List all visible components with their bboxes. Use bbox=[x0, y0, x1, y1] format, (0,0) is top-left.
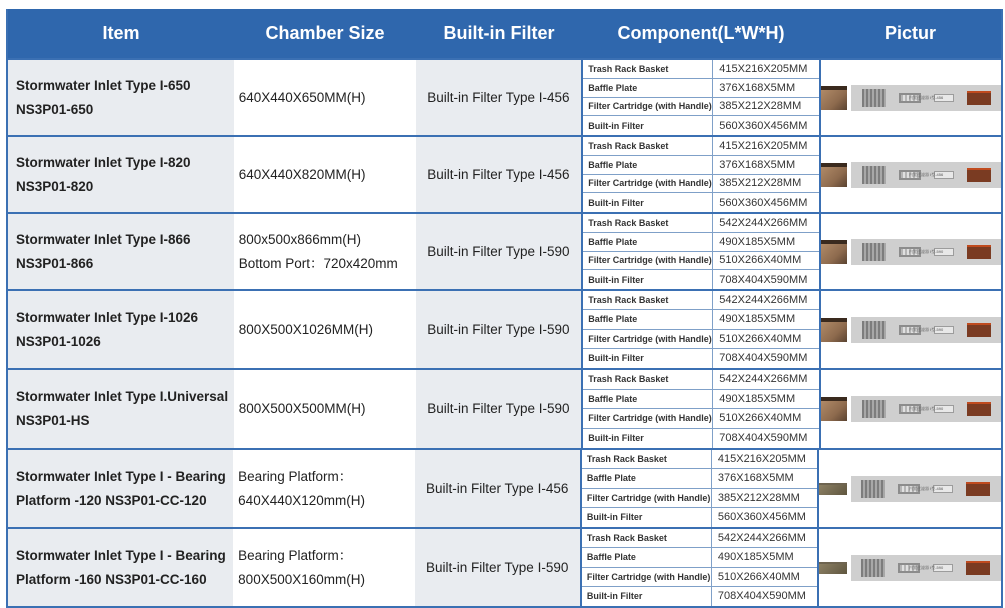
component-name: Built-in Filter bbox=[583, 116, 713, 135]
picture-cell bbox=[819, 214, 1001, 289]
component-cell bbox=[581, 214, 819, 289]
component-cell bbox=[580, 529, 817, 606]
built-in-filter-cell: Built-in Filter Type I-590 bbox=[415, 529, 580, 606]
filter-cartridge-icon bbox=[967, 402, 991, 416]
filter-cartridge-icon bbox=[967, 323, 991, 337]
component-dimensions: 560X360X456MM bbox=[719, 196, 808, 209]
item-code: Platform -120 NS3P01-CC-120 bbox=[16, 492, 207, 508]
chamber-size-line2: Bottom Port：720x420mm bbox=[238, 255, 398, 271]
component-name: Baffle Plate bbox=[583, 79, 713, 97]
component-dimensions: 560X360X456MM bbox=[719, 119, 808, 132]
component-line bbox=[583, 193, 819, 212]
picture-cell bbox=[819, 60, 1001, 135]
component-name: Trash Rack Basket bbox=[583, 214, 713, 232]
filter-cartridge-icon bbox=[966, 561, 990, 575]
filter-housing-icon bbox=[862, 89, 886, 107]
component-cell bbox=[581, 291, 819, 368]
picture-cell bbox=[819, 137, 1001, 212]
filter-cartridge-icon bbox=[966, 482, 990, 496]
components-photo-strip bbox=[851, 239, 1001, 265]
item-name: Stormwater Inlet Type I-820 bbox=[16, 154, 191, 170]
components-photo-strip bbox=[851, 317, 1001, 343]
item-name: Stormwater Inlet Type I - Bearing bbox=[16, 547, 226, 563]
filter-cartridge-icon bbox=[967, 245, 991, 259]
filter-housing-icon bbox=[862, 243, 886, 261]
components-photo-strip bbox=[851, 555, 1001, 581]
component-name: Built-in Filter bbox=[583, 270, 713, 289]
filter-housing-icon bbox=[861, 480, 885, 498]
component-dimensions: 415X216X205MM bbox=[717, 453, 806, 466]
component-name: Baffle Plate bbox=[583, 310, 713, 328]
picture-caption: 内置过滤器 I型-590 bbox=[909, 406, 944, 411]
item-code: NS3P01-866 bbox=[16, 255, 94, 271]
component-dimensions: 415X216X205MM bbox=[719, 139, 808, 152]
chamber-size-line2: 640X440X120mm(H) bbox=[238, 492, 365, 508]
product-image bbox=[821, 317, 1001, 343]
component-dimensions: 708X404X590MM bbox=[719, 273, 808, 286]
chamber-size-cell bbox=[234, 60, 416, 135]
table-row bbox=[8, 527, 1001, 606]
component-dimensions: 510X266X40MM bbox=[719, 412, 802, 425]
item-cell bbox=[8, 450, 233, 527]
built-in-filter-cell: Built-in Filter Type I-456 bbox=[416, 137, 582, 212]
product-image bbox=[821, 239, 1001, 265]
header-chamber-size: Chamber Size bbox=[265, 23, 385, 43]
component-name: Trash Rack Basket bbox=[582, 529, 712, 547]
component-name: Trash Rack Basket bbox=[583, 60, 713, 78]
product-spec-table bbox=[6, 9, 1003, 608]
component-name: Baffle Plate bbox=[582, 469, 712, 487]
component-dimensions: 490X185X5MM bbox=[719, 313, 796, 326]
chamber-box-icon bbox=[821, 397, 847, 421]
bearing-platform-icon bbox=[819, 562, 847, 574]
chamber-size-cell bbox=[234, 370, 416, 448]
component-name: Filter Cartridge (with Handle) bbox=[583, 330, 713, 348]
picture-caption: 内置过滤器 I型-590 bbox=[909, 248, 944, 254]
component-dimensions: 385X212X28MM bbox=[719, 100, 802, 113]
product-image bbox=[821, 85, 1001, 111]
chamber-size-line1: Bearing Platform： bbox=[238, 547, 353, 563]
component-dimensions: 708X404X590MM bbox=[717, 590, 806, 603]
item-code: NS3P01-HS bbox=[16, 413, 90, 428]
component-name: Baffle Plate bbox=[583, 233, 713, 251]
chamber-box-icon bbox=[821, 86, 847, 110]
chamber-size-line1: Bearing Platform： bbox=[238, 468, 353, 484]
filter-cartridge-icon bbox=[967, 168, 991, 182]
component-dimensions: 542X244X266MM bbox=[717, 532, 806, 545]
component-line bbox=[583, 349, 819, 368]
component-dimensions: 708X404X590MM bbox=[719, 352, 808, 365]
component-name: Filter Cartridge (with Handle) bbox=[583, 409, 713, 428]
component-dimensions: 510X266X40MM bbox=[719, 332, 802, 345]
component-dimensions: 510X266X40MM bbox=[719, 254, 802, 267]
product-image bbox=[821, 162, 1001, 188]
picture-caption: 内置过滤器 I型-590 bbox=[908, 564, 944, 570]
component-name: Trash Rack Basket bbox=[583, 291, 713, 309]
chamber-box-icon bbox=[821, 240, 847, 264]
component-cell bbox=[580, 450, 817, 527]
component-name: Baffle Plate bbox=[583, 390, 713, 409]
component-dimensions: 542X244X266MM bbox=[719, 373, 808, 386]
chamber-size-cell bbox=[234, 137, 416, 212]
item-cell bbox=[8, 137, 234, 212]
table-header bbox=[8, 9, 1001, 58]
table-row bbox=[8, 58, 1001, 135]
component-name: Baffle Plate bbox=[582, 548, 712, 566]
table-body bbox=[8, 58, 1001, 606]
filter-housing-icon bbox=[862, 166, 886, 184]
component-name: Built-in Filter bbox=[583, 429, 713, 449]
component-name: Built-in Filter bbox=[582, 587, 712, 606]
chamber-size-cell bbox=[234, 214, 416, 289]
picture-cell bbox=[819, 370, 1001, 448]
components-photo-strip bbox=[851, 85, 1001, 111]
built-in-filter-cell: Built-in Filter Type I-590 bbox=[416, 291, 582, 368]
chamber-size-line1: 800X500X1026MM(H) bbox=[238, 321, 374, 337]
product-image bbox=[819, 555, 1001, 581]
picture-cell bbox=[817, 450, 1001, 527]
component-name: Filter Cartridge (with Handle) bbox=[582, 489, 712, 507]
product-image bbox=[821, 396, 1001, 422]
component-name: Built-in Filter bbox=[583, 349, 713, 368]
bearing-platform-icon bbox=[819, 483, 847, 495]
component-cell bbox=[581, 370, 819, 448]
item-name: Stormwater Inlet Type I - Bearing bbox=[16, 468, 226, 484]
built-in-filter-cell: Built-in Filter Type I-456 bbox=[415, 450, 580, 527]
component-dimensions: 415X216X205MM bbox=[719, 62, 808, 75]
components-photo-strip bbox=[851, 476, 1001, 502]
component-name: Filter Cartridge (with Handle) bbox=[583, 252, 713, 270]
item-cell bbox=[8, 529, 233, 606]
component-dimensions: 542X244X266MM bbox=[719, 294, 808, 307]
item-cell bbox=[8, 214, 234, 289]
filter-housing-icon bbox=[862, 400, 886, 418]
component-dimensions: 560X360X456MM bbox=[717, 511, 806, 524]
component-name: Filter Cartridge (with Handle) bbox=[582, 568, 712, 586]
component-dimensions: 376X168X5MM bbox=[719, 158, 796, 171]
table-row bbox=[8, 368, 1001, 448]
component-name: Filter Cartridge (with Handle) bbox=[583, 98, 713, 116]
components-photo-strip bbox=[851, 396, 1001, 422]
chamber-box-icon bbox=[821, 318, 847, 342]
item-name: Stormwater Inlet Type I.Universal bbox=[16, 389, 229, 404]
chamber-size-line1: 640X440X820MM(H) bbox=[238, 166, 366, 182]
filter-housing-icon bbox=[861, 559, 885, 577]
component-name: Trash Rack Basket bbox=[583, 370, 713, 389]
component-dimensions: 708X404X590MM bbox=[719, 432, 808, 445]
picture-caption: 内置过滤器 I型-456 bbox=[909, 171, 944, 177]
item-code: Platform -160 NS3P01-CC-160 bbox=[16, 571, 207, 587]
component-dimensions: 385X212X28MM bbox=[719, 177, 802, 190]
component-name: Baffle Plate bbox=[583, 156, 713, 174]
component-name: Filter Cartridge (with Handle) bbox=[583, 175, 713, 193]
item-cell bbox=[8, 60, 234, 135]
component-dimensions: 490X185X5MM bbox=[719, 235, 796, 248]
component-cell bbox=[581, 137, 819, 212]
product-image bbox=[819, 476, 1001, 502]
filter-cartridge-icon bbox=[967, 91, 991, 105]
component-dimensions: 490X185X5MM bbox=[717, 551, 794, 564]
header-picture: Pictur bbox=[884, 23, 936, 43]
component-cell bbox=[581, 60, 819, 135]
item-code: NS3P01-1026 bbox=[16, 333, 101, 349]
chamber-size-line2: 800X500X160mm(H) bbox=[238, 571, 365, 587]
component-dimensions: 385X212X28MM bbox=[717, 491, 800, 504]
table-row bbox=[8, 289, 1001, 368]
chamber-size-line1: 800x500x866mm(H) bbox=[238, 231, 362, 247]
component-name: Built-in Filter bbox=[583, 193, 713, 212]
filter-housing-icon bbox=[862, 321, 886, 339]
picture-caption: 内置过滤器 I型-456 bbox=[908, 485, 944, 491]
component-dimensions: 376X168X5MM bbox=[719, 81, 796, 94]
chamber-size-cell bbox=[233, 450, 414, 527]
header-item: Item bbox=[102, 23, 140, 43]
header-built-in-filter: Built-in Filter bbox=[443, 23, 555, 43]
component-line bbox=[583, 116, 819, 135]
item-name: Stormwater Inlet Type I-1026 bbox=[16, 309, 199, 325]
picture-caption: 内置过滤器 I型-590 bbox=[909, 326, 944, 332]
component-dimensions: 510X266X40MM bbox=[717, 570, 800, 583]
components-photo-strip bbox=[851, 162, 1001, 188]
built-in-filter-cell: Built-in Filter Type I-590 bbox=[416, 370, 582, 448]
component-dimensions: 542X244X266MM bbox=[719, 216, 808, 229]
built-in-filter-cell: Built-in Filter Type I-456 bbox=[416, 60, 582, 135]
picture-cell bbox=[817, 529, 1001, 606]
chamber-size-cell bbox=[234, 291, 416, 368]
item-code: NS3P01-650 bbox=[16, 101, 94, 117]
item-cell bbox=[8, 370, 234, 448]
chamber-size-cell bbox=[233, 529, 414, 606]
picture-caption: 内置过滤器 I型-456 bbox=[909, 94, 944, 100]
table-row bbox=[8, 135, 1001, 212]
component-name: Trash Rack Basket bbox=[582, 450, 712, 468]
component-line bbox=[582, 508, 817, 527]
item-name: Stormwater Inlet Type I-650 bbox=[16, 77, 191, 93]
component-line bbox=[583, 429, 819, 449]
component-dimensions: 490X185X5MM bbox=[719, 392, 796, 405]
item-code: NS3P01-820 bbox=[16, 178, 94, 194]
table-row bbox=[8, 212, 1001, 289]
item-name: Stormwater Inlet Type I-866 bbox=[16, 231, 191, 247]
chamber-box-icon bbox=[821, 163, 847, 187]
chamber-size-line1: 800X500X500MM(H) bbox=[238, 401, 366, 416]
built-in-filter-cell: Built-in Filter Type I-590 bbox=[416, 214, 582, 289]
component-line bbox=[583, 270, 819, 289]
picture-cell bbox=[819, 291, 1001, 368]
component-name: Built-in Filter bbox=[582, 508, 712, 527]
component-line bbox=[582, 587, 817, 606]
item-cell bbox=[8, 291, 234, 368]
component-dimensions: 376X168X5MM bbox=[717, 472, 794, 485]
table-row bbox=[8, 448, 1001, 527]
header-component: Component(L*W*H) bbox=[617, 23, 785, 43]
component-name: Trash Rack Basket bbox=[583, 137, 713, 155]
chamber-size-line1: 640X440X650MM(H) bbox=[238, 89, 366, 105]
